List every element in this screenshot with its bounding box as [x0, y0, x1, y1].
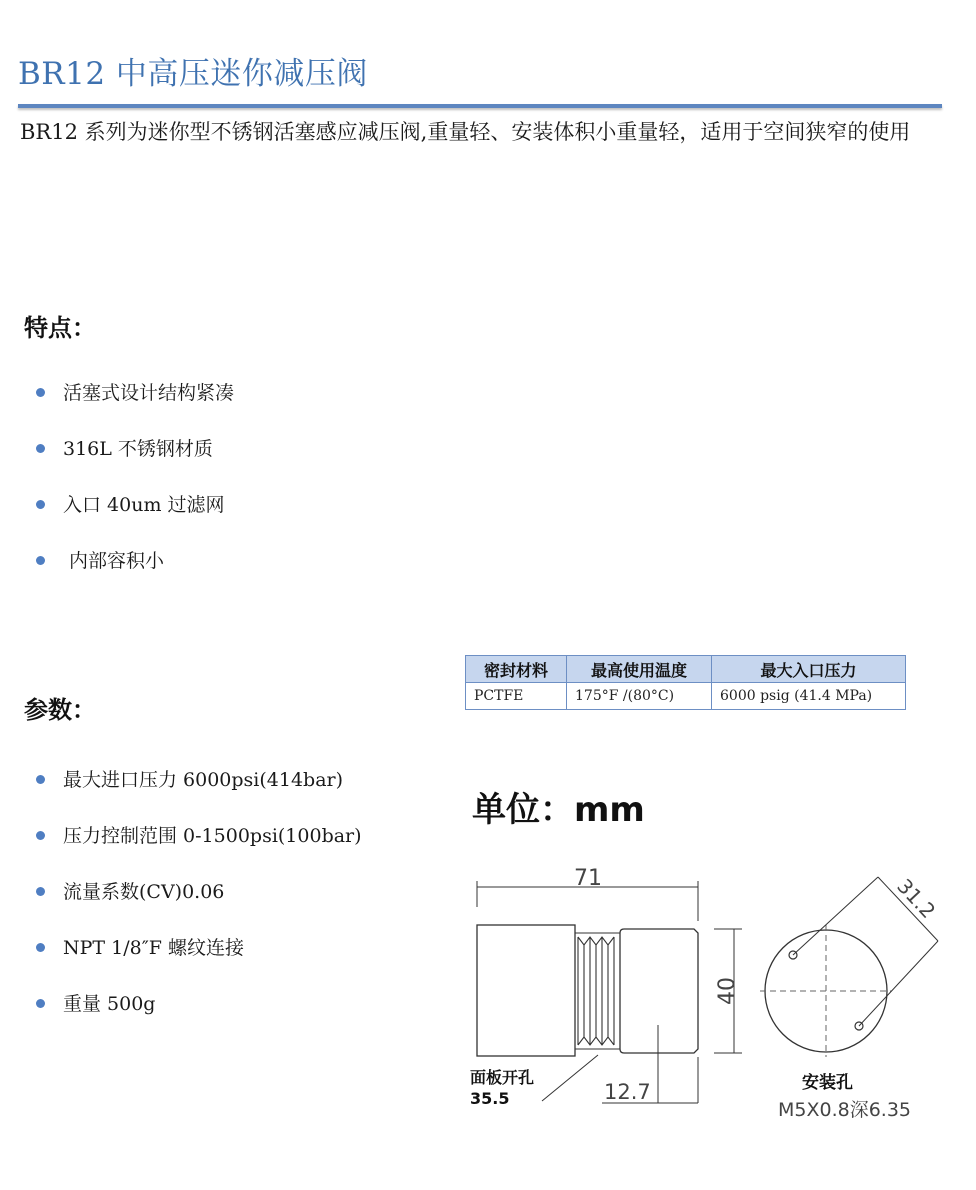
list-item: 入口 40um 过滤网 — [36, 490, 225, 517]
table-row — [466, 683, 906, 710]
leader-line — [542, 1055, 598, 1101]
list-item: 流量系数(CV)0.06 — [36, 877, 224, 904]
bullet-icon — [36, 999, 45, 1008]
dim-body-text: 12.7 — [604, 1080, 651, 1104]
panel-hole-value: 35.5 — [470, 1089, 510, 1108]
bullet-icon — [36, 556, 45, 565]
title-divider — [18, 104, 942, 108]
valve-cap-outline — [620, 929, 698, 1053]
dimension-drawing — [462, 845, 942, 1130]
list-item: 内部容积小 — [36, 546, 164, 573]
mount-hole-value: M5X0.8深6.35 — [778, 1099, 912, 1121]
mount-hole-label: 安装孔 — [802, 1073, 853, 1093]
table-cell: 6000 psig (41.4 MPa) — [712, 683, 906, 710]
bullet-icon — [36, 775, 45, 784]
table-cell: 175°F /(80°C) — [567, 683, 712, 710]
table-header-cell: 最高使用温度 — [567, 656, 712, 683]
bullet-icon — [36, 887, 45, 896]
bullet-icon — [36, 943, 45, 952]
intro-paragraph: BR12 系列为迷你型不锈钢活塞感应减压阀,重量轻、安装体积小重量轻，适用于空间狭窄的使用 — [20, 120, 911, 144]
bullet-icon — [36, 444, 45, 453]
dim-circle-text: 31.2 — [892, 874, 941, 923]
list-item: 活塞式设计结构紧凑 — [36, 378, 234, 405]
dim-height-text: 40 — [715, 977, 740, 1005]
parameters-heading: 参数： — [24, 696, 96, 724]
unit-label: 单位：mm — [472, 790, 645, 830]
panel-hole-label: 面板开孔 — [470, 1068, 535, 1087]
list-item: 重量 500g — [36, 989, 155, 1016]
table-header-cell: 最大入口压力 — [712, 656, 906, 683]
table-header-cell: 密封材料 — [466, 656, 567, 683]
table-header-row — [466, 656, 906, 683]
features-heading: 特点： — [24, 314, 96, 342]
list-item: 最大进口压力 6000psi(414bar) — [36, 765, 343, 792]
dim-length-text: 71 — [574, 866, 602, 891]
valve-body-outline — [477, 925, 575, 1056]
spec-table — [465, 655, 906, 710]
bullet-icon — [36, 831, 45, 840]
bullet-icon — [36, 500, 45, 509]
bullet-icon — [36, 388, 45, 397]
list-item: 316L 不锈钢材质 — [36, 434, 213, 461]
thread-section — [575, 933, 620, 1049]
list-item: NPT 1/8″F 螺纹连接 — [36, 933, 244, 960]
page-title: BR12 中高压迷你减压阀 — [18, 56, 368, 92]
table-cell: PCTFE — [466, 683, 567, 710]
list-item: 压力控制范围 0-1500psi(100bar) — [36, 821, 362, 848]
